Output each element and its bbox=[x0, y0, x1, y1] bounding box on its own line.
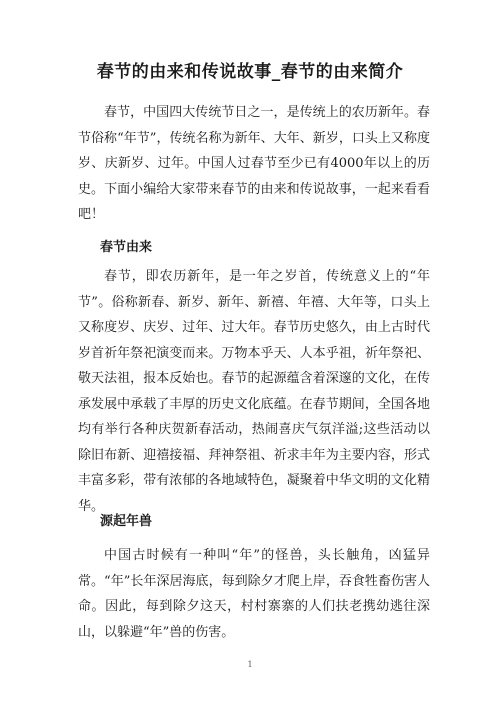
intro-paragraph: 春节，中国四大传统节日之一，是传统上的农历新年。春节俗称“年节”，传统名称为新年、大年、新岁，口头上又称度岁、庆新岁、过年。中国人过春节至少已有4000年以上的历史。下面小编给大家带来春节的由来和传说故事，一起来看看吧！ bbox=[78, 105, 430, 222]
section-heading-nian-beast: 源起年兽 bbox=[100, 514, 153, 529]
section-heading-origin: 春节由来 bbox=[100, 240, 153, 255]
page-number: 1 bbox=[247, 660, 253, 669]
section-body-nian-beast: 中国古时候有一种叫“年”的怪兽，头长触角，凶猛异常。“年”长年深居海底，每到除夕才爬上岸，吞食牲畜伤害人命。因此，每到除夕这天，村村寨寨的人们扶老携幼逃往深山，以躲避“年”兽的伤害。 bbox=[78, 548, 430, 640]
page-title: 春节的由来和传说故事_春节的由来简介 bbox=[96, 62, 404, 82]
section-body-origin: 春节，即农历新年，是一年之岁首，传统意义上的“年节”。俗称新春、新岁、新年、新禧、年禧、大年等，口头上又称度岁、庆岁、过年、过大年。春节历史悠久，由上古时代岁首祈年祭祀演变而来。万物本乎天、人本乎祖，祈年祭祀、敬天法祖，报本反始也。春节的起源蕴含着深邃的文化，在传承发展中承载了丰厚的历史文化底蕴。在春节期间，全国各地均有举行各种庆贺新春活动，热闹喜庆气氛洋溢;这些活动以除旧布新、迎禧接福、拜神祭祖、祈求丰年为主要内容，形式丰富多彩，带有浓郁的各地域特色，凝聚着中华文明的文化精华。 bbox=[78, 269, 430, 514]
